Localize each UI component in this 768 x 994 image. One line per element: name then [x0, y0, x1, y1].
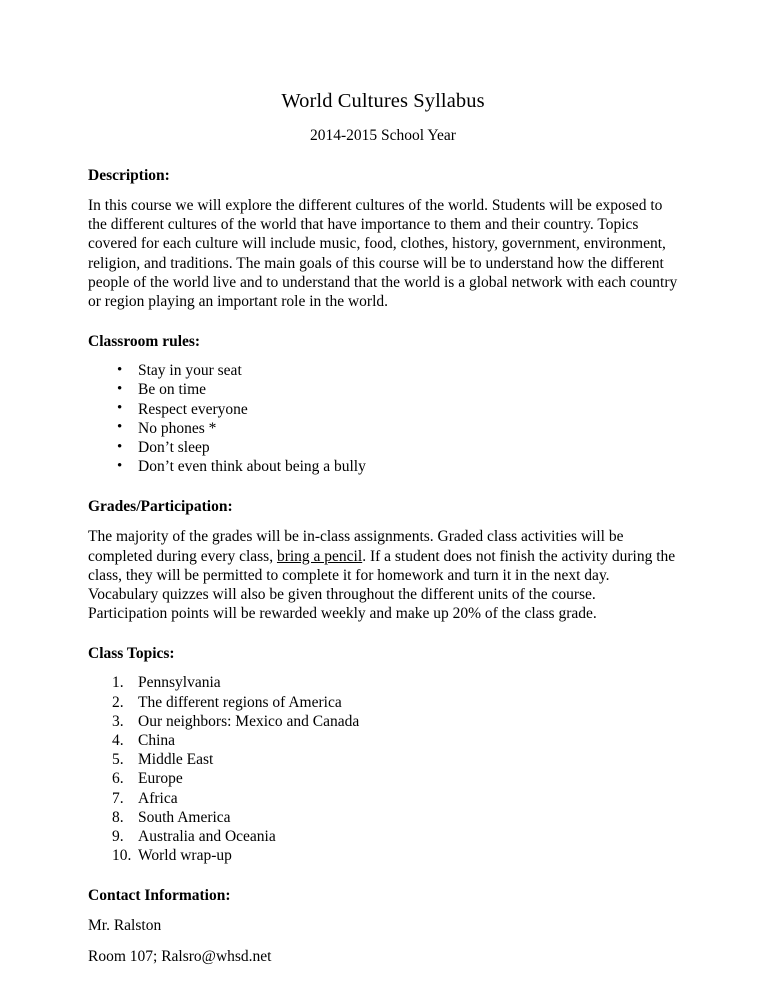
grades-text-part-1: The majority of the grades will be in-class assignments. Graded class activities will be completed during every class, — [88, 528, 624, 565]
description-paragraph: In this course we will explore the different cultures of the world. Students will be exposed to the different cultures of the world that have importance to them and their country. Topics covered for each culture will include music, food, clothes, history, government, environment, religion, and traditions. The main goals of this course will be to understand how the different people of the world live and to understand that the world is a global network with each country or region playing an important role in the world. — [88, 197, 678, 311]
grades-text-part-2: . If a student does not finish the activity during the class, they will be permitted to complete it for homework and turn it in the next day. Vocabulary quizzes will also be given throughout the different units of the course. Participation points will be rewarded weekly and make up 20% of the class grade. — [88, 547, 676, 623]
section-heading-description: Description: — [88, 167, 170, 184]
list-item: • Be on time — [88, 380, 678, 399]
grades-underlined-phrase: bring a pencil — [276, 547, 363, 565]
list-item: • Don’t sleep — [88, 438, 678, 457]
list-item: • Stay in your seat — [88, 361, 678, 380]
list-item: Pennsylvania — [138, 674, 221, 692]
page-title: World Cultures Syllabus — [281, 90, 485, 112]
classroom-rules-list — [88, 361, 678, 476]
list-item: Europe — [138, 770, 183, 788]
page-subtitle: 2014-2015 School Year — [310, 127, 456, 144]
list-item: World wrap-up — [138, 847, 232, 865]
section-heading-contact-information: Contact Information: — [88, 887, 231, 905]
list-item: • No phones * — [88, 419, 678, 438]
list-item: South America — [138, 808, 231, 826]
list-item: Our neighbors: Mexico and Canada — [138, 712, 360, 730]
list-item: Middle East — [138, 751, 214, 769]
list-item: The different regions of America — [138, 693, 342, 711]
class-topics-list — [88, 673, 678, 865]
contact-teacher-name: Mr. Ralston — [88, 917, 162, 935]
list-item: Australia and Oceania — [138, 828, 276, 846]
contact-room-and-email: Room 107; Ralsro@whsd.net — [88, 947, 272, 965]
section-heading-grades-participation: Grades/Participation: — [88, 498, 233, 516]
list-item: Africa — [138, 789, 178, 807]
section-heading-class-topics: Class Topics: — [88, 645, 175, 663]
list-item: • Don’t even think about being a bully — [88, 457, 678, 476]
list-item: China — [138, 732, 176, 750]
section-heading-classroom-rules: Classroom rules: — [88, 333, 201, 351]
list-item: • Respect everyone — [88, 400, 678, 419]
grades-participation-paragraph — [88, 527, 678, 623]
